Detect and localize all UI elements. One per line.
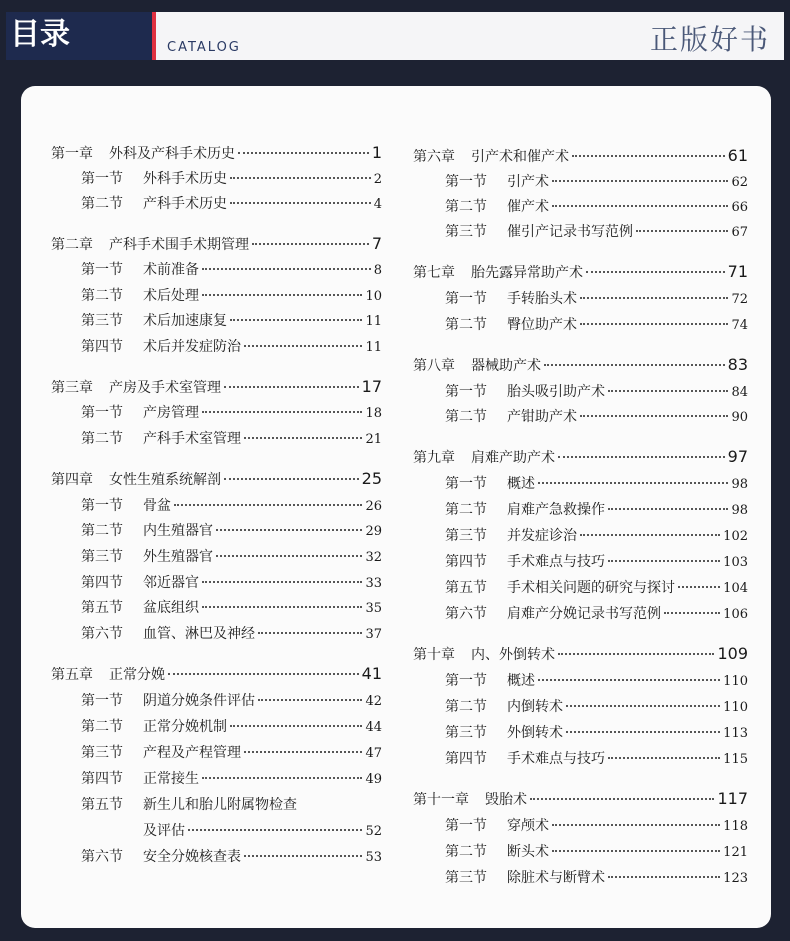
section-number: 第三节 bbox=[445, 725, 487, 741]
chapter-number: 第四章 bbox=[51, 472, 93, 488]
header-bar bbox=[6, 12, 784, 60]
section-number: 第一节 bbox=[445, 673, 487, 689]
page-number: 90 bbox=[731, 410, 748, 425]
page-number: 104 bbox=[723, 581, 748, 596]
page-number: 98 bbox=[731, 477, 748, 492]
section-title: 臀位助产术 bbox=[507, 317, 577, 333]
toc-section-row bbox=[445, 748, 748, 768]
section-number: 第二节 bbox=[81, 288, 123, 304]
toc-section-row bbox=[445, 722, 748, 742]
section-number: 第三节 bbox=[81, 313, 123, 329]
dot-leader bbox=[552, 205, 728, 207]
page-number: 103 bbox=[723, 555, 748, 570]
dot-leader bbox=[580, 297, 728, 299]
toc-section-row bbox=[445, 841, 748, 861]
chapter-title: 胎先露异常助产术 bbox=[471, 265, 583, 281]
section-title: 引产术 bbox=[507, 174, 549, 190]
toc-section-row bbox=[81, 572, 382, 592]
section-number: 第四节 bbox=[81, 771, 123, 787]
chapter-title: 肩难产助产术 bbox=[471, 450, 555, 466]
section-title: 外倒转术 bbox=[507, 725, 563, 741]
section-number: 第六节 bbox=[81, 849, 123, 865]
toc-section-row bbox=[445, 867, 748, 887]
toc-section-row bbox=[445, 577, 748, 597]
section-title: 骨盆 bbox=[143, 498, 171, 514]
toc-chapter-row bbox=[51, 143, 382, 163]
dot-leader bbox=[608, 560, 720, 562]
section-title: 安全分娩核查表 bbox=[143, 849, 241, 865]
page-number: 21 bbox=[365, 432, 382, 447]
page-number: 102 bbox=[723, 529, 748, 544]
toc-section-row bbox=[81, 546, 382, 566]
page-number: 10 bbox=[365, 289, 382, 304]
page-number: 61 bbox=[727, 146, 748, 165]
chapter-number: 第十一章 bbox=[413, 792, 469, 808]
page-number: 83 bbox=[727, 355, 748, 374]
chapter-number: 第十章 bbox=[413, 647, 455, 663]
section-title: 产程及产程管理 bbox=[143, 745, 241, 761]
chapter-title: 产房及手术室管理 bbox=[109, 380, 221, 396]
page-number: 25 bbox=[361, 469, 382, 488]
toc-section-row bbox=[445, 603, 748, 623]
page-number: 115 bbox=[723, 752, 748, 767]
section-title: 手转胎头术 bbox=[507, 291, 577, 307]
dot-leader bbox=[224, 386, 359, 388]
page-number: 118 bbox=[723, 819, 748, 834]
section-number: 第二节 bbox=[81, 523, 123, 539]
page-number: 98 bbox=[731, 503, 748, 518]
section-number: 第二节 bbox=[445, 199, 487, 215]
toc-section-row bbox=[445, 171, 748, 191]
page-number: 121 bbox=[723, 845, 748, 860]
section-title: 内生殖器官 bbox=[143, 523, 213, 539]
toc-section-row bbox=[81, 310, 382, 330]
chapter-number: 第七章 bbox=[413, 265, 455, 281]
section-title: 并发症诊治 bbox=[507, 528, 577, 544]
section-number: 第六节 bbox=[81, 626, 123, 642]
dot-leader bbox=[230, 202, 371, 204]
dot-leader bbox=[608, 757, 720, 759]
toc-chapter-row bbox=[51, 234, 382, 254]
toc-chapter-row bbox=[413, 644, 748, 664]
dot-leader bbox=[558, 653, 714, 655]
dot-leader bbox=[558, 456, 725, 458]
dot-leader bbox=[580, 534, 720, 536]
toc-section-row bbox=[81, 846, 382, 866]
section-number: 第三节 bbox=[445, 528, 487, 544]
page-number: 71 bbox=[727, 262, 748, 281]
section-title: 内倒转术 bbox=[507, 699, 563, 715]
section-title: 胎头吸引助产术 bbox=[507, 384, 605, 400]
page-number: 109 bbox=[717, 644, 748, 663]
section-number: 第五节 bbox=[445, 580, 487, 596]
chapter-title: 产科手术围手术期管理 bbox=[109, 237, 249, 253]
dot-leader bbox=[244, 437, 362, 439]
toc-chapter-row bbox=[51, 469, 382, 489]
section-title: 产科手术历史 bbox=[143, 196, 227, 212]
page-number: 72 bbox=[731, 292, 748, 307]
section-number: 第二节 bbox=[445, 409, 487, 425]
toc-section-row bbox=[81, 623, 382, 643]
chapter-number: 第八章 bbox=[413, 358, 455, 374]
section-title: 术后并发症防治 bbox=[143, 339, 241, 355]
toc-section-row bbox=[81, 168, 382, 188]
page-number: 53 bbox=[365, 850, 382, 865]
page-number: 67 bbox=[731, 225, 748, 240]
toc-chapter-row bbox=[413, 355, 748, 375]
dot-leader bbox=[580, 323, 728, 325]
section-number: 第一节 bbox=[445, 384, 487, 400]
section-title: 产房管理 bbox=[143, 405, 199, 421]
toc-section-row bbox=[81, 259, 382, 279]
dot-leader bbox=[608, 390, 728, 392]
toc-section-row bbox=[81, 794, 382, 814]
dot-leader bbox=[566, 731, 720, 733]
section-number: 第五节 bbox=[81, 797, 123, 813]
section-number: 第二节 bbox=[445, 844, 487, 860]
section-title: 手术难点与技巧 bbox=[507, 554, 605, 570]
page-number: 2 bbox=[373, 172, 382, 187]
section-title: 外科手术历史 bbox=[143, 171, 227, 187]
page-number: 8 bbox=[373, 263, 382, 278]
dot-leader bbox=[580, 415, 728, 417]
toc-chapter-row bbox=[413, 447, 748, 467]
dot-leader bbox=[188, 829, 362, 831]
section-title: 及评估 bbox=[143, 823, 185, 839]
section-number: 第二节 bbox=[81, 719, 123, 735]
page-number: 52 bbox=[365, 824, 382, 839]
page-number: 4 bbox=[373, 197, 382, 212]
dot-leader bbox=[608, 876, 720, 878]
dot-leader bbox=[230, 319, 362, 321]
section-title: 产科手术室管理 bbox=[143, 431, 241, 447]
toc-section-row bbox=[445, 288, 748, 308]
dot-leader bbox=[252, 243, 369, 245]
dot-leader bbox=[202, 606, 362, 608]
section-title: 肩难产急救操作 bbox=[507, 502, 605, 518]
section-number: 第四节 bbox=[81, 339, 123, 355]
dot-leader bbox=[552, 824, 720, 826]
section-title: 外生殖器官 bbox=[143, 549, 213, 565]
section-number: 第一节 bbox=[445, 818, 487, 834]
toc-section-row bbox=[81, 428, 382, 448]
dot-leader bbox=[566, 705, 720, 707]
dot-leader bbox=[216, 555, 362, 557]
toc-chapter-row bbox=[413, 789, 748, 809]
section-title: 正常接生 bbox=[143, 771, 199, 787]
page-number: 123 bbox=[723, 871, 748, 886]
chapter-title: 引产术和催产术 bbox=[471, 149, 569, 165]
toc-chapter-row bbox=[413, 146, 748, 166]
toc-section-row bbox=[81, 690, 382, 710]
page-number: 62 bbox=[731, 175, 748, 190]
page-number: 26 bbox=[365, 499, 382, 514]
header bbox=[0, 0, 790, 72]
page-number: 18 bbox=[365, 406, 382, 421]
section-number: 第一节 bbox=[81, 405, 123, 421]
section-number: 第四节 bbox=[445, 554, 487, 570]
section-title: 邻近器官 bbox=[143, 575, 199, 591]
section-title: 肩难产分娩记录书写范例 bbox=[507, 606, 661, 622]
toc-section-row bbox=[445, 815, 748, 835]
section-title: 术前准备 bbox=[143, 262, 199, 278]
page-number: 97 bbox=[727, 447, 748, 466]
toc-section-row bbox=[81, 820, 382, 840]
toc-section-row bbox=[81, 716, 382, 736]
toc-section-row bbox=[81, 285, 382, 305]
toc-section-row bbox=[81, 768, 382, 788]
chapter-number: 第一章 bbox=[51, 146, 93, 162]
section-number: 第二节 bbox=[81, 196, 123, 212]
page-number: 113 bbox=[723, 726, 748, 741]
section-number: 第一节 bbox=[445, 291, 487, 307]
section-number: 第二节 bbox=[81, 431, 123, 447]
catalog-tab: 目录 bbox=[6, 12, 156, 60]
section-number: 第二节 bbox=[445, 699, 487, 715]
toc-section-row bbox=[445, 499, 748, 519]
toc-section-row bbox=[81, 193, 382, 213]
toc-section-row bbox=[445, 551, 748, 571]
toc-section-row bbox=[445, 314, 748, 334]
page-number: 49 bbox=[365, 772, 382, 787]
page-number: 106 bbox=[723, 607, 748, 622]
section-title: 催产术 bbox=[507, 199, 549, 215]
page-number: 117 bbox=[717, 789, 748, 808]
page-number: 66 bbox=[731, 200, 748, 215]
section-title: 血管、淋巴及神经 bbox=[143, 626, 255, 642]
toc-section-row bbox=[445, 473, 748, 493]
dot-leader bbox=[538, 679, 720, 681]
brand-label: 正版好书 bbox=[649, 23, 770, 56]
toc-section-row bbox=[81, 402, 382, 422]
section-number: 第三节 bbox=[445, 224, 487, 240]
toc-section-row bbox=[81, 597, 382, 617]
dot-leader bbox=[678, 586, 720, 588]
chapter-number: 第六章 bbox=[413, 149, 455, 165]
chapter-title: 器械助产术 bbox=[471, 358, 541, 374]
chapter-title: 女性生殖系统解剖 bbox=[109, 472, 221, 488]
dot-leader bbox=[538, 482, 728, 484]
chapter-title: 正常分娩 bbox=[109, 667, 165, 683]
section-number: 第二节 bbox=[445, 317, 487, 333]
section-number: 第六节 bbox=[445, 606, 487, 622]
section-number: 第三节 bbox=[81, 549, 123, 565]
chapter-number: 第五章 bbox=[51, 667, 93, 683]
page-number: 1 bbox=[371, 143, 382, 162]
dot-leader bbox=[202, 581, 362, 583]
section-title: 盆底组织 bbox=[143, 600, 199, 616]
toc-section-row bbox=[445, 696, 748, 716]
page-number: 110 bbox=[723, 674, 748, 689]
dot-leader bbox=[664, 612, 720, 614]
section-number: 第一节 bbox=[81, 262, 123, 278]
chapter-title: 内、外倒转术 bbox=[471, 647, 555, 663]
toc-chapter-row bbox=[413, 262, 748, 282]
page-number: 29 bbox=[365, 524, 382, 539]
page-number: 11 bbox=[365, 314, 382, 329]
section-title: 产钳助产术 bbox=[507, 409, 577, 425]
page-number: 37 bbox=[365, 627, 382, 642]
toc-section-row bbox=[81, 520, 382, 540]
dot-leader bbox=[636, 230, 728, 232]
page-number: 47 bbox=[365, 746, 382, 761]
page-number: 41 bbox=[361, 664, 382, 683]
dot-leader bbox=[202, 268, 371, 270]
section-number: 第一节 bbox=[445, 174, 487, 190]
dot-leader bbox=[174, 504, 362, 506]
page-number: 110 bbox=[723, 700, 748, 715]
dot-leader bbox=[258, 699, 362, 701]
chapter-number: 第三章 bbox=[51, 380, 93, 396]
chapter-number: 第二章 bbox=[51, 237, 93, 253]
page-number: 44 bbox=[365, 720, 382, 735]
section-title: 概述 bbox=[507, 673, 535, 689]
section-title: 正常分娩机制 bbox=[143, 719, 227, 735]
dot-leader bbox=[552, 850, 720, 852]
dot-leader bbox=[238, 152, 369, 154]
toc-section-row bbox=[81, 742, 382, 762]
chapter-title: 外科及产科手术历史 bbox=[109, 146, 235, 162]
toc-section-row bbox=[81, 336, 382, 356]
section-number: 第三节 bbox=[445, 870, 487, 886]
section-number: 第二节 bbox=[445, 502, 487, 518]
section-title: 断头术 bbox=[507, 844, 549, 860]
toc-section-row bbox=[445, 525, 748, 545]
dot-leader bbox=[202, 411, 362, 413]
dot-leader bbox=[230, 725, 362, 727]
toc-chapter-row bbox=[51, 377, 382, 397]
chapter-number: 第九章 bbox=[413, 450, 455, 466]
dot-leader bbox=[572, 155, 725, 157]
page-number: 33 bbox=[365, 576, 382, 591]
dot-leader bbox=[202, 294, 362, 296]
dot-leader bbox=[224, 478, 359, 480]
toc-section-row bbox=[81, 495, 382, 515]
section-title: 催引产记录书写范例 bbox=[507, 224, 633, 240]
toc-card bbox=[21, 86, 771, 928]
dot-leader bbox=[258, 632, 362, 634]
dot-leader bbox=[544, 364, 725, 366]
section-number: 第一节 bbox=[81, 171, 123, 187]
section-title: 概述 bbox=[507, 476, 535, 492]
section-title: 穿颅术 bbox=[507, 818, 549, 834]
dot-leader bbox=[552, 180, 728, 182]
section-title: 术后处理 bbox=[143, 288, 199, 304]
toc-section-row bbox=[445, 196, 748, 216]
dot-leader bbox=[244, 855, 362, 857]
page-number: 35 bbox=[365, 601, 382, 616]
section-number: 第四节 bbox=[81, 575, 123, 591]
catalog-label: CATALOG bbox=[167, 40, 241, 55]
section-title: 术后加速康复 bbox=[143, 313, 227, 329]
dot-leader bbox=[586, 271, 725, 273]
section-number: 第一节 bbox=[81, 693, 123, 709]
section-title: 手术难点与技巧 bbox=[507, 751, 605, 767]
section-title: 除脏术与断臂术 bbox=[507, 870, 605, 886]
toc-chapter-row bbox=[51, 664, 382, 684]
dot-leader bbox=[608, 508, 728, 510]
section-number: 第一节 bbox=[445, 476, 487, 492]
chapter-title: 毁胎术 bbox=[485, 792, 527, 808]
section-number: 第三节 bbox=[81, 745, 123, 761]
section-number: 第五节 bbox=[81, 600, 123, 616]
page-number: 17 bbox=[361, 377, 382, 396]
dot-leader bbox=[202, 777, 362, 779]
page-number: 7 bbox=[371, 234, 382, 253]
toc-section-row bbox=[445, 381, 748, 401]
section-title: 阴道分娩条件评估 bbox=[143, 693, 255, 709]
page-number: 74 bbox=[731, 318, 748, 333]
page-number: 32 bbox=[365, 550, 382, 565]
section-number: 第四节 bbox=[445, 751, 487, 767]
page-number: 42 bbox=[365, 694, 382, 709]
page-number: 11 bbox=[365, 340, 382, 355]
dot-leader bbox=[230, 177, 371, 179]
dot-leader bbox=[244, 751, 362, 753]
dot-leader bbox=[530, 798, 714, 800]
dot-leader bbox=[216, 529, 362, 531]
page-number: 84 bbox=[731, 385, 748, 400]
section-title: 手术相关问题的研究与探讨 bbox=[507, 580, 675, 596]
toc-section-row bbox=[445, 670, 748, 690]
dot-leader bbox=[244, 345, 362, 347]
section-number: 第一节 bbox=[81, 498, 123, 514]
dot-leader bbox=[168, 673, 359, 675]
section-title: 新生儿和胎儿附属物检查 bbox=[143, 797, 297, 813]
toc-section-row bbox=[445, 406, 748, 426]
toc-section-row bbox=[445, 221, 748, 241]
